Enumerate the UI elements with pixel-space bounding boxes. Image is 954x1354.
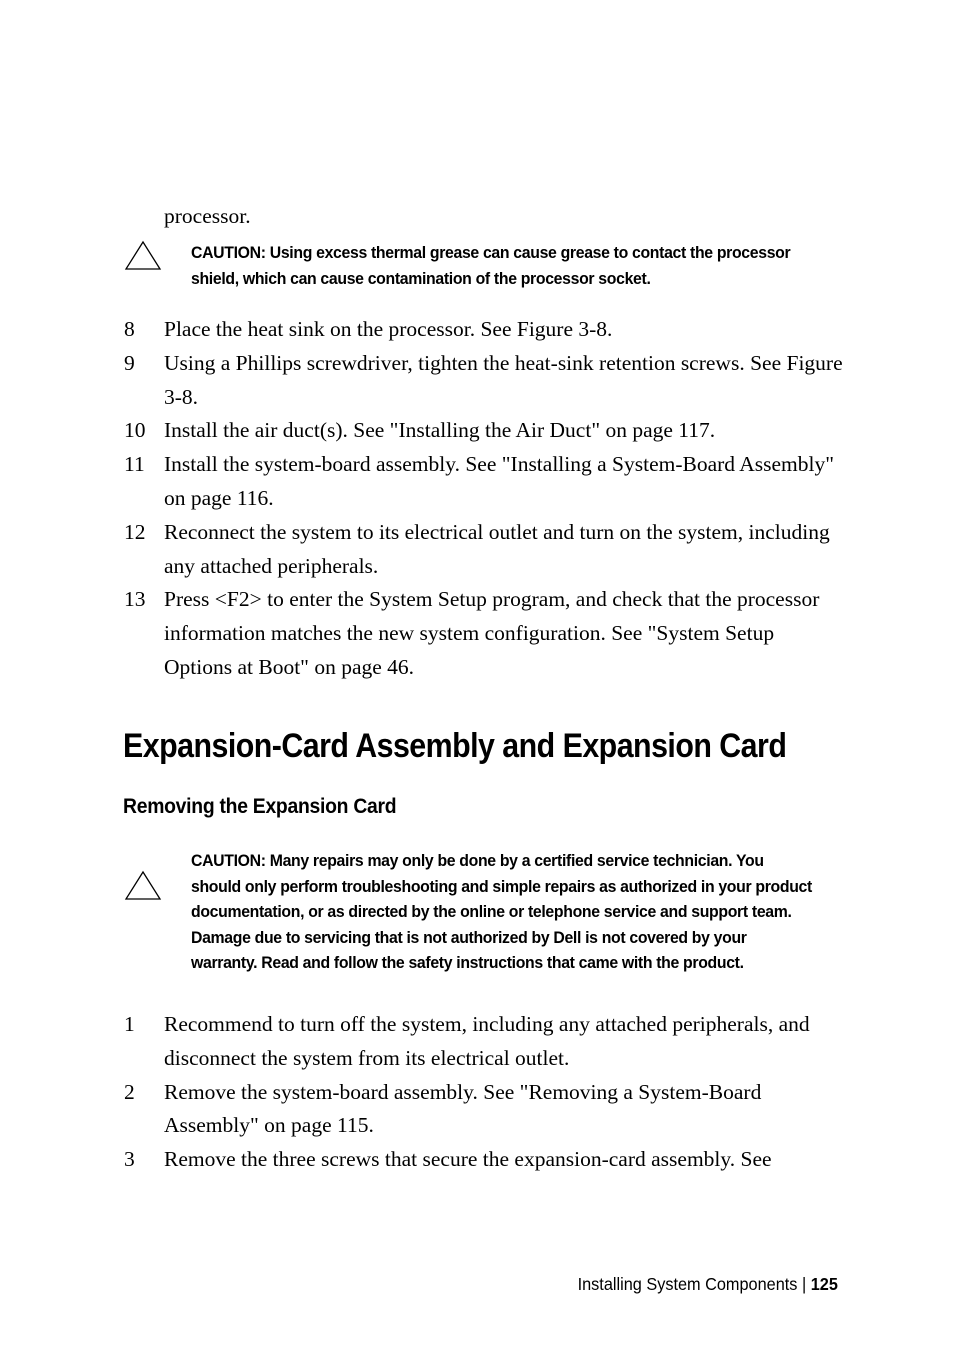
subsection-heading: Removing the Expansion Card (123, 794, 397, 818)
list-item (124, 1076, 844, 1144)
caution-icon (124, 240, 162, 272)
continuation-text: processor. (164, 204, 251, 228)
list-item (124, 1143, 844, 1177)
list-item (124, 347, 844, 415)
step-text: Place the heat sink on the processor. See Figure 3-8. (164, 317, 613, 341)
list-item (124, 583, 844, 684)
page-number: 125 (810, 1274, 838, 1294)
step-number: 11 (124, 452, 145, 477)
caution-icon (124, 870, 162, 902)
step-text: Remove the system-board assembly. See "Removing a System-Board Assembly" on page 115. (164, 1079, 762, 1138)
step-number: 13 (124, 587, 146, 612)
step-number: 2 (124, 1079, 135, 1104)
step-number: 1 (124, 1012, 135, 1036)
caution-text: CAUTION: Many repairs may only be done by a certified service technician. You should only perform troubleshooting and simple repairs as authorized in your product documentation, or as directed by the online or telephone service and support team. Damage due to servicing that is not authorized by Dell is not covered by your warranty. Read and follow the safety instructions that came with the product. (191, 851, 812, 972)
list-item (124, 516, 844, 584)
step-number: 3 (124, 1147, 135, 1172)
list-item (124, 313, 844, 347)
footer-separator: | (802, 1274, 807, 1294)
list-item (124, 448, 844, 516)
section-heading: Expansion-Card Assembly and Expansion Card (123, 727, 787, 765)
procedure-steps (124, 313, 844, 685)
step-text: Reconnect the system to its electrical outlet and turn on the system, including any attached peripherals. (164, 519, 830, 578)
list-item (124, 1008, 844, 1076)
step-number: 12 (124, 519, 146, 544)
step-text: Install the air duct(s). See "Installing the Air Duct" on page 117. (164, 418, 716, 443)
page-footer (578, 1272, 838, 1296)
step-text: Press <F2> to enter the System Setup program, and check that the processor information matches the new system configuration. See "System Setup Options at Boot" on page 46. (164, 587, 820, 679)
step-text: Recommend to turn off the system, including any attached peripherals, and disconnect the system from its electrical outlet. (164, 1012, 810, 1070)
procedure-steps (124, 1008, 844, 1177)
step-number: 9 (124, 350, 135, 375)
list-item (124, 414, 844, 448)
footer-section-title: Installing System Components (577, 1274, 798, 1294)
step-text: Install the system-board assembly. See "Installing a System-Board Assembly" on page 116. (164, 452, 835, 510)
step-number: 8 (124, 317, 135, 341)
caution-text: CAUTION: Using excess thermal grease can cause grease to contact the processor shield, which can cause contamination of the processor socket. (191, 243, 791, 288)
step-text: Using a Phillips screwdriver, tighten the heat-sink retention screws. See Figure 3-8. (164, 350, 843, 409)
step-number: 10 (124, 418, 146, 443)
step-text: Remove the three screws that secure the expansion-card assembly. See (164, 1147, 772, 1172)
